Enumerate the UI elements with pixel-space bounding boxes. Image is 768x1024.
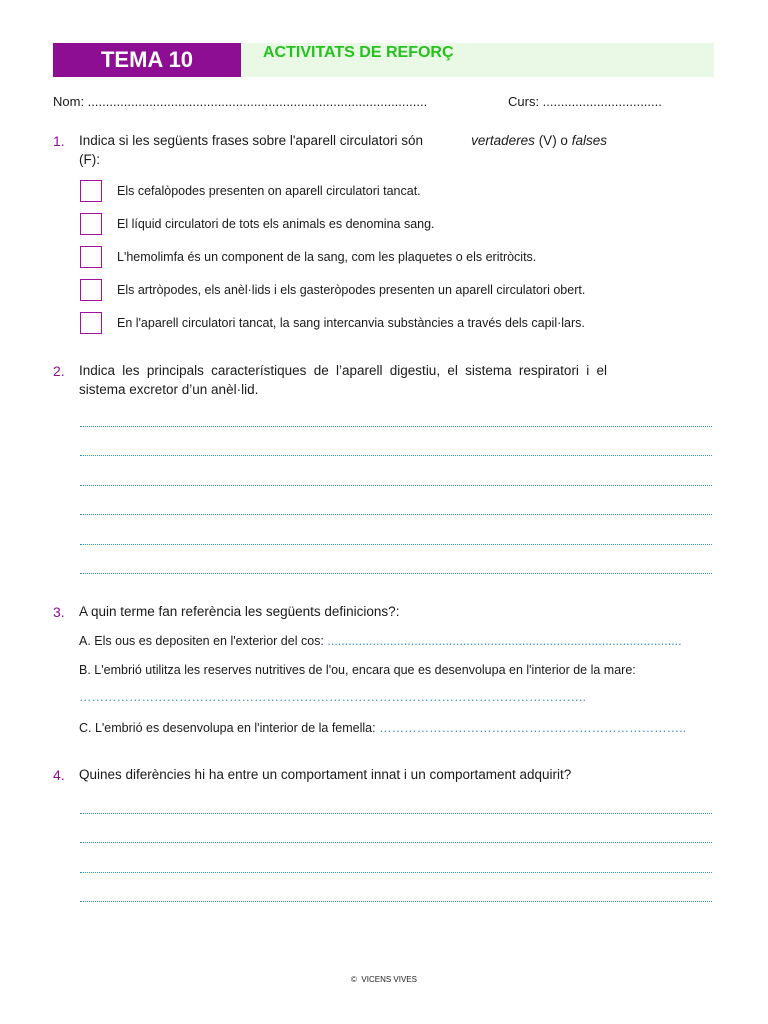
question-1-number: 1. (53, 133, 65, 149)
q1-mid: (V) o (538, 133, 568, 148)
answer-line[interactable] (80, 872, 712, 873)
definition-a-text: A. Els ous es depositen en l'exterior del cos: (79, 634, 324, 648)
answer-checkbox[interactable] (80, 246, 102, 268)
definition-c-text: C. L'embrió es desenvolupa en l'interior de la femella: (79, 721, 376, 735)
q1-end: (F): (79, 152, 100, 167)
question-1-text (79, 131, 607, 169)
tema-badge (53, 43, 241, 77)
q1-italic-f: falses (571, 133, 607, 148)
answer-line[interactable] (80, 842, 712, 843)
nom-field[interactable]: Nom: .............................................................................................. (53, 94, 428, 109)
answer-line[interactable] (80, 485, 712, 486)
question-4-text: Quines diferències hi ha entre un comportament innat i un comportament adquirit? (79, 767, 572, 782)
answer-line[interactable] (80, 573, 712, 574)
answer-checkbox[interactable] (80, 180, 102, 202)
question-4-number: 4. (53, 767, 65, 783)
definition-a-answer[interactable]: ...................................................................................................... (327, 634, 682, 648)
definition-a (79, 634, 682, 648)
q1-italic-v: vertaderes (471, 133, 535, 148)
answer-checkbox[interactable] (80, 213, 102, 235)
statement-label: L'hemolimfa és un component de la sang, com les plaquetes o els eritròcits. (117, 250, 537, 264)
tema-label: TEMA 10 (100, 47, 194, 72)
question-3-text: A quin terme fan referència les següents definicions?: (79, 604, 400, 619)
question-2-text (79, 361, 607, 399)
answer-line[interactable] (80, 813, 712, 814)
q1-text-start: Indica si les següents frases sobre l'aparell circulatori són (79, 133, 423, 148)
definition-c (79, 721, 686, 735)
publisher-name: VICENS VIVES (361, 975, 417, 984)
copyright-icon: © (351, 975, 357, 984)
answer-line[interactable] (80, 426, 712, 427)
answer-line[interactable] (80, 455, 712, 456)
curs-field[interactable]: Curs: ................................. (508, 94, 662, 109)
definition-b-answer[interactable]: ………………………………………………………………………………………………………….. (79, 690, 586, 704)
definition-c-answer[interactable]: ……………………………………………………………….. (379, 721, 687, 735)
q2-line-1: Indica les principals característiques de l’aparell digestiu, el sistema respiratori i el (79, 363, 607, 378)
question-3-number: 3. (53, 604, 65, 620)
statement-label: En l'aparell circulatori tancat, la sang intercanvia substàncies a través dels capil·lars. (117, 316, 585, 330)
statement-label: Els artròpodes, els anèl·lids i els gasteròpodes presenten un aparell circulatori obert. (117, 283, 586, 297)
definition-b: B. L'embrió utilitza les reserves nutritives de l'ou, encara que es desenvolupa en l'interior de la mare: (79, 663, 636, 677)
question-2-number: 2. (53, 363, 65, 379)
statement-label: El líquid circulatori de tots els animals es denomina sang. (117, 217, 435, 231)
page-title: ACTIVITATS DE REFORÇ (263, 44, 454, 61)
statement-label: Els cefalòpodes presenten on aparell circulatori tancat. (117, 184, 421, 198)
q2-line-2: sistema excretor d’un anèl·lid. (79, 382, 259, 397)
answer-checkbox[interactable] (80, 279, 102, 301)
answer-line[interactable] (80, 544, 712, 545)
answer-line[interactable] (80, 901, 712, 902)
answer-checkbox[interactable] (80, 312, 102, 334)
answer-line[interactable] (80, 514, 712, 515)
footer-copyright (0, 975, 768, 984)
